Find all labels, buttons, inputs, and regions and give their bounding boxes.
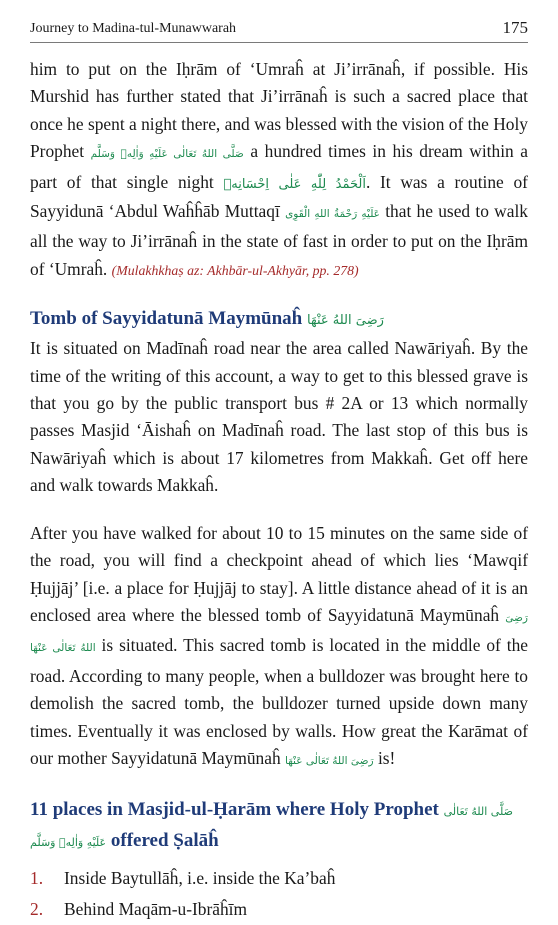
paragraph-3-text-c: is!	[373, 747, 396, 768]
heading-tomb-text: Tomb of Sayyidatunā Maymūnaĥ	[30, 308, 307, 330]
paragraph-2: It is situated on Madīnaĥ road near the area called Nawāriyaĥ. By the time of the writing of this account, a way to get to this blessed grave is that you go by the public transport bus # 2A or 13 which normally passes Masjid ‘Āishaĥ on Madīnaĥ road. The last stop of this bus is Nawāriyaĥ which is about 17 kilometres from Makkaĥ. Get off here and walk towards Makkaĥ.	[30, 338, 528, 496]
honorific-radiya-2: رَضِىَ اللهُ تَعَالٰى عَنْهَا	[285, 754, 374, 767]
running-header	[30, 16, 528, 43]
paragraph-1-text-b: a hundred times in his dream within a part of that single night	[30, 141, 528, 192]
heading-places-text-a: 11 places in Masjid-ul-Ḥarām where Holy Prophet	[30, 799, 444, 821]
list-item	[30, 863, 528, 894]
reference-citation: (Mulakhkhaṣ az: Akhbār-ul-Akhyār, pp. 278)	[111, 262, 359, 278]
section-heading-places	[30, 795, 528, 857]
paragraph-3-text-b: is situated. This sacred tomb is located in the middle of the road. According to many people, when a bulldozer was brought here to demolish the sacred tomb, the bulldozer turned upside down many times. Eventually it was enclosed by walls. How great the Karāmat of our mother Sayyidatunā Maymūnaĥ	[30, 635, 528, 768]
arabic-phrase: اَلْحَمْدُ لِلّٰهِ عَلٰى اِحْسَانِهٖ	[223, 176, 366, 192]
paragraph-3	[30, 520, 528, 776]
running-title: Journey to Madina-tul-Munawwarah	[30, 21, 237, 36]
honorific-salutation-heading: صَلَّى اللهُ تَعَالٰى عَلَيْهِ وَاٰلِهٖ وَسَلَّم	[30, 805, 513, 850]
paragraph-3-text-a: After you have walked for about 10 to 15 minutes on the same side of the road, you will find a checkpoint ahead of which lies ‘Mawqif Ḥujjāj’ [i.e. a place for Ḥujjāj to stay]. A little distance ahead of it is an enclosed area where the blessed tomb of Sayyidatunā Maymūnaĥ	[30, 522, 528, 625]
paragraph-1-text-d: that he used to walk all the way to Ji’irrānaĥ in the state of fast in order to put on the Iḥrām of ‘Umraĥ.	[30, 201, 528, 279]
section-heading-tomb	[30, 304, 528, 335]
places-list	[30, 863, 528, 925]
list-item-text: Behind Maqām-u-Ibrāĥīm	[64, 899, 248, 920]
list-item-number: 1.	[30, 868, 44, 889]
honorific-radiya: رَضِىَ اللهُ عَنْهَا	[306, 313, 384, 329]
honorific-rahmah: عَلَيْهِ رَحْمَةُ اللهِ الْقَوِى	[285, 208, 380, 221]
heading-places-text-b: offered Ṣalāĥ	[106, 830, 219, 852]
honorific-salutation: صَلَّى اللهُ تَعَالٰى عَلَيْهِ وَاٰلِهٖ وَسَلَّم	[90, 148, 244, 161]
paragraph-1-text-a: him to put on the Iḥrām of ‘Umraĥ at Ji’irrānaĥ, if possible. His Murshid has further stated that Ji’irrānaĥ is such a sacred place that once he spent a night there, and was blessed with the vision of the Holy Prophet	[30, 59, 528, 162]
honorific-radiya-1: رَضِىَ اللهُ تَعَالٰى عَنْهَا	[30, 611, 528, 655]
page-content	[30, 56, 528, 925]
page-number: 175	[502, 18, 528, 37]
paragraph-1-text-c: . It was a routine of Sayyidunā ‘Abdul Waĥĥāb Muttaqī	[30, 171, 528, 222]
list-item-text: Inside Baytullāĥ, i.e. inside the Ka’baĥ	[64, 868, 336, 889]
paragraph-1	[30, 56, 528, 284]
list-item-number: 2.	[30, 899, 44, 920]
list-item	[30, 894, 528, 925]
